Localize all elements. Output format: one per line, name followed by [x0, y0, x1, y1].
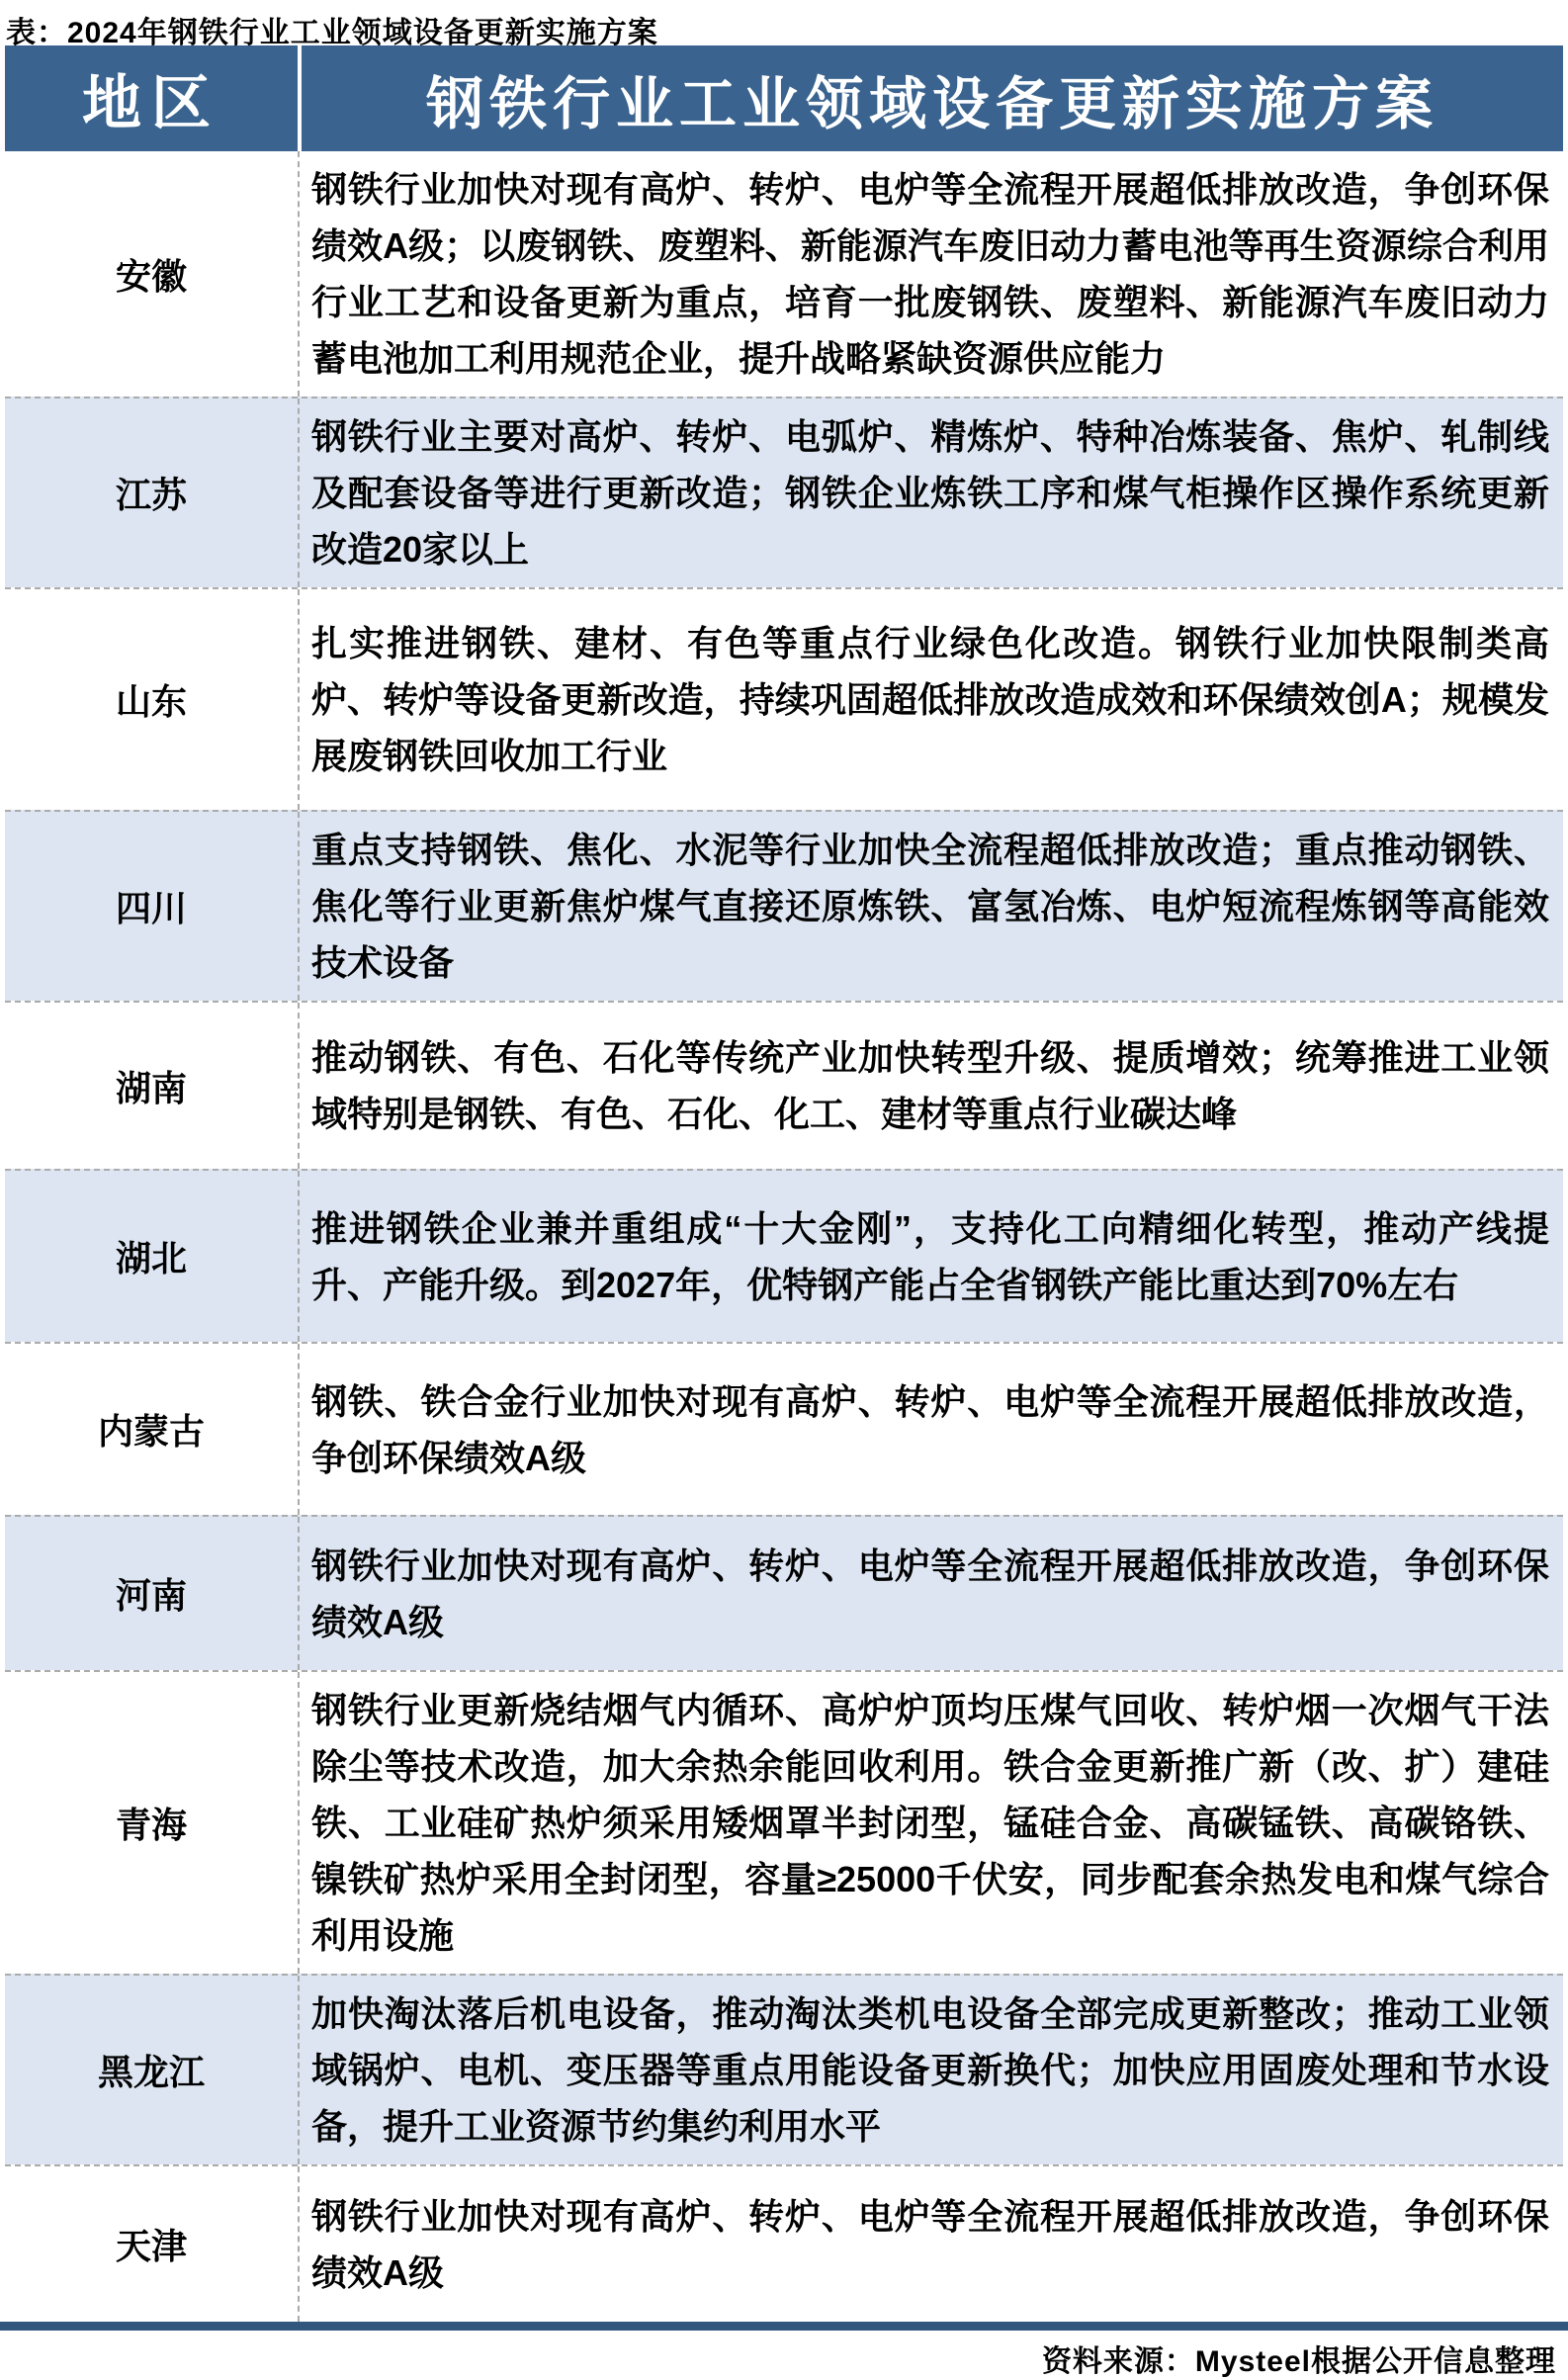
region-cell: 青海	[115, 1805, 187, 1845]
plan-cell	[298, 1344, 1563, 1515]
region-cell: 湖北	[115, 1238, 187, 1278]
region-cell: 天津	[115, 2226, 187, 2266]
plan-cell	[298, 589, 1563, 810]
region-cell: 内蒙古	[97, 1411, 205, 1452]
plan-cell	[298, 2166, 1563, 2322]
region-cell: 黑龙江	[97, 2052, 205, 2092]
plan-cell	[298, 1171, 1563, 1342]
source-attribution: 资料来源：Mysteel根据公开信息整理	[1041, 2345, 1556, 2378]
plan-cell	[298, 812, 1563, 1001]
page-title: 表：2024年钢铁行业工业领域设备更新实施方案	[6, 17, 658, 49]
plan-text: 钢铁行业加快对现有高炉、转炉、电炉等全流程开展超低排放改造，争创环保绩效A级	[311, 2195, 1549, 2293]
region-cell: 河南	[115, 1575, 187, 1616]
table-header-region: 地区	[82, 70, 220, 136]
regions-plan-table	[5, 45, 1563, 2322]
bottom-divider-bar	[0, 2322, 1568, 2331]
plan-text: 钢铁行业加快对现有高炉、转炉、电炉等全流程开展超低排放改造，争创环保绩效A级	[311, 1544, 1549, 1642]
region-cell: 湖南	[115, 1067, 187, 1108]
table-row-hunan	[5, 1001, 1563, 1169]
table-row-heilongjiang	[5, 1974, 1563, 2164]
plan-cell	[298, 1517, 1563, 1670]
table-header-plan: 钢铁行业工业领域设备更新实施方案	[298, 45, 1563, 151]
table-row-anhui	[5, 151, 1563, 397]
region-cell: 江苏	[115, 475, 187, 515]
table-row-neimenggu	[5, 1342, 1563, 1515]
plan-text: 钢铁行业主要对高炉、转炉、电弧炉、精炼炉、特种冶炼装备、焦炉、轧制线及配套设备等进行更新改造；钢铁企业炼铁工序和煤气柜操作区操作系统更新改造20家以上	[311, 416, 1549, 570]
table-row-qinghai	[5, 1670, 1563, 1974]
plan-text: 扎实推进钢铁、建材、有色等重点行业绿色化改造。钢铁行业加快限制类高炉、转炉等设备更新改造，持续巩固超低排放改造成效和环保绩效创A；规模发展废钢铁回收加工行业	[311, 623, 1549, 776]
plan-cell	[298, 1003, 1563, 1169]
plan-text: 钢铁行业更新烧结烟气内循环、高炉炉顶均压煤气回收、转炉烟一次烟气干法除尘等技术改造，加大余热余能回收利用。铁合金更新推广新（改、扩）建硅铁、工业硅矿热炉须采用矮烟罩半封闭型，锰硅合金、高碳锰铁、高碳铬铁、镍铁矿热炉采用全封闭型，容量≥25000千伏安，同步配套余热发电和煤气综合利用设施	[311, 1690, 1549, 1956]
table-row-shandong	[5, 587, 1563, 810]
region-cell: 四川	[115, 888, 187, 928]
plan-cell	[298, 151, 1563, 397]
table-row-tianjin	[5, 2164, 1563, 2322]
region-cell: 山东	[115, 681, 187, 722]
table-row-henan	[5, 1515, 1563, 1670]
plan-text: 加快淘汰落后机电设备，推动淘汰类机电设备全部完成更新整改；推动工业领域锅炉、电机、变压器等重点用能设备更新换代；加快应用固废处理和节水设备，提升工业资源节约集约利用水平	[311, 1993, 1549, 2147]
table-row-sichuan	[5, 810, 1563, 1001]
plan-text: 钢铁、铁合金行业加快对现有高炉、转炉、电炉等全流程开展超低排放改造，争创环保绩效A级	[311, 1380, 1549, 1478]
plan-text: 钢铁行业加快对现有高炉、转炉、电炉等全流程开展超低排放改造，争创环保绩效A级；以废钢铁、废塑料、新能源汽车废旧动力蓄电池等再生资源综合利用行业工艺和设备更新为重点，培育一批废钢铁、废塑料、新能源汽车废旧动力蓄电池加工利用规范企业，提升战略紧缺资源供应能力	[311, 169, 1549, 379]
table-body	[5, 151, 1563, 2322]
plan-text: 重点支持钢铁、焦化、水泥等行业加快全流程超低排放改造；重点推动钢铁、焦化等行业更新焦炉煤气直接还原炼铁、富氢冶炼、电炉短流程炼钢等高能效技术设备	[311, 830, 1549, 983]
plan-cell	[298, 398, 1563, 587]
plan-cell	[298, 1976, 1563, 2164]
table-row-jiangsu	[5, 397, 1563, 587]
table-row-hubei	[5, 1169, 1563, 1342]
plan-text: 推进钢铁企业兼并重组成“十大金刚”，支持化工向精细化转型，推动产线提升、产能升级。到2027年，优特钢产能占全省钢铁产能比重达到70%左右	[311, 1207, 1549, 1305]
plan-text: 推动钢铁、有色、石化等传统产业加快转型升级、提质增效；统筹推进工业领域特别是钢铁、有色、石化、化工、建材等重点行业碳达峰	[311, 1037, 1549, 1134]
table-header-row	[5, 45, 1563, 151]
region-cell: 安徽	[115, 255, 187, 297]
plan-cell	[298, 1672, 1563, 1974]
